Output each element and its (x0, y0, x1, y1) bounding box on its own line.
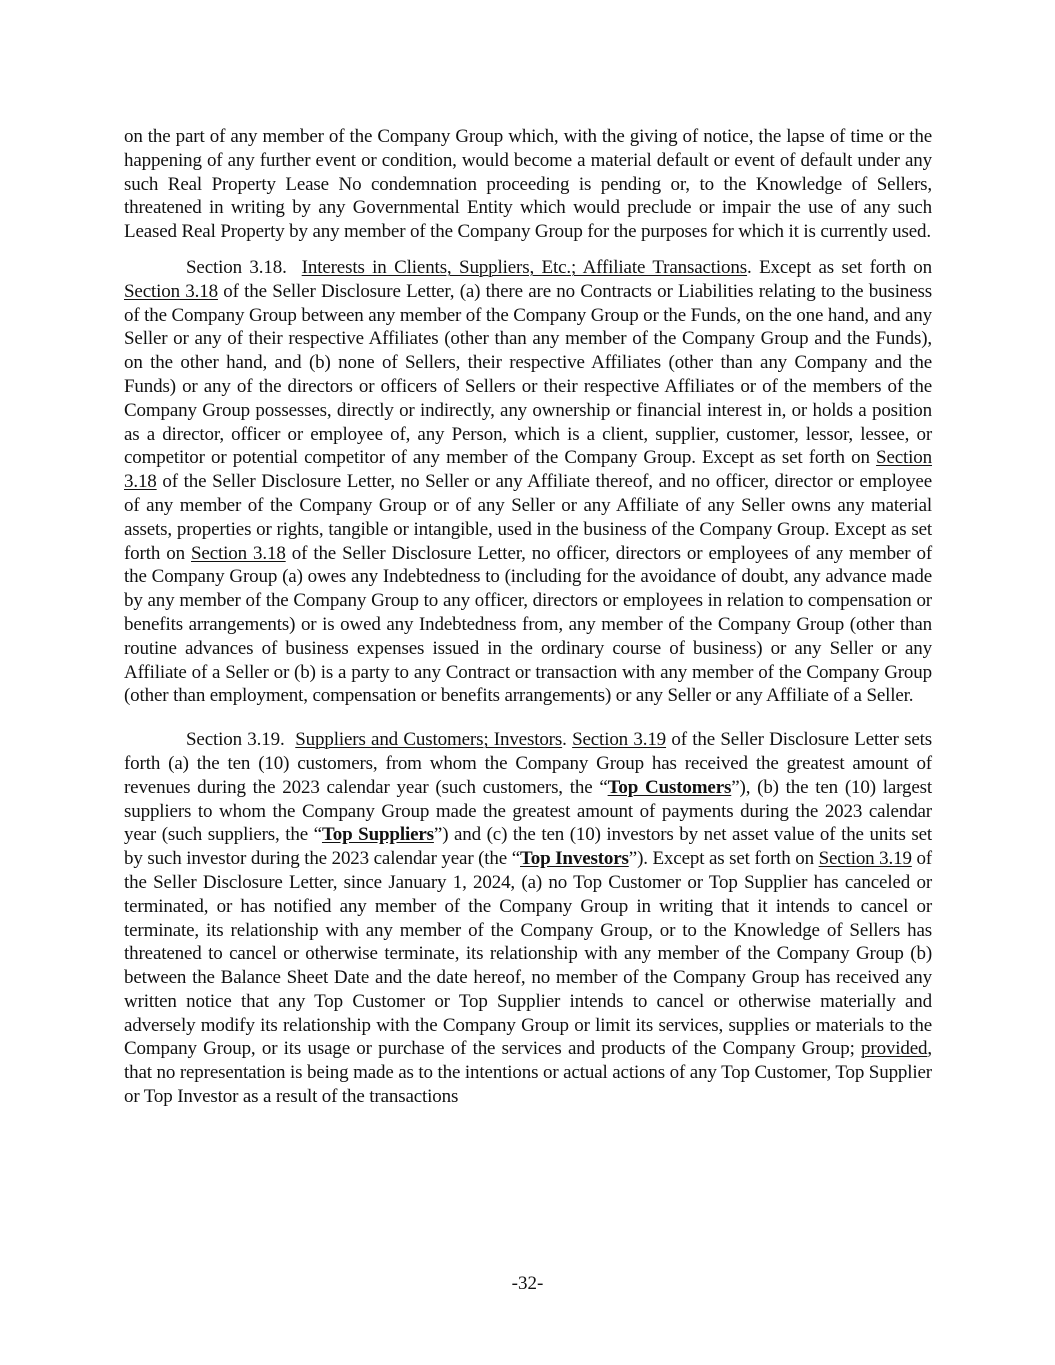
body-text: . Except as set forth on (747, 256, 932, 278)
body-text: , that no representation is being made as to the intentions or actual actions of any Top Customer, Top Supplier or Top Investor as a result of the transactions (124, 1038, 932, 1108)
section-3-18-paragraph (124, 256, 932, 708)
section-heading: Suppliers and Customers; Investors (295, 729, 563, 751)
section-heading: Interests in Clients, Suppliers, Etc.; Affiliate Transactions (301, 256, 748, 278)
defined-term: Top Customers (607, 776, 732, 798)
section-number: Section 3.18. (186, 256, 287, 278)
section-3-19-paragraph (124, 728, 932, 1109)
body-text: of the Seller Disclosure Letter, no officer, directors or employees of any member of the Company Group (a) owes any Indebtedness to (including for the avoidance of doubt, any advance made by any member of the Company Group to any officer, directors or employees in relation to compensation or benefits arrangements) or is owed any Indebtedness from, any member of the Company Group (other than routine advances of business expenses issued in the ordinary course of business) or any Seller or any Affiliate of a Seller or (b) is a party to any Contract or transaction with any member of the Company Group (other than employment, compensation or benefits arrangements) or any Seller or any Affiliate of a Seller. (124, 542, 932, 707)
intro-paragraph (124, 125, 932, 244)
section-reference: Section 3.19 (818, 848, 912, 870)
body-text: ”) and (c) the ten (10) investors by net asset value of the units set by such investor during the 2023 calendar year (the “ (124, 824, 932, 870)
section-reference: Section 3.18 (191, 542, 286, 564)
defined-term: Top Suppliers (321, 824, 434, 846)
page-number: -32- (511, 1273, 544, 1294)
body-text: . (562, 729, 573, 751)
body-text: of the Seller Disclosure Letter sets forth (a) the ten (10) customers, from whom the Company Group has received the greatest amount of revenues during the 2023 calendar year (such customers, the “ (124, 729, 932, 798)
intro-text: on the part of any member of the Company Group which, with the giving of notice, the lapse of time or the happening of any further event or condition, would become a material default or event of default under any such Real Property Lease No condemnation proceeding is pending or, to the Knowledge of Sellers, threatened in writing by any Governmental Entity which would preclude or impair the use of any such Leased Real Property by any member of the Company Group for the purposes for which it is currently used. (124, 126, 932, 243)
body-text: of the Seller Disclosure Letter, since January 1, 2024, (a) no Top Customer or Top Supplier has canceled or terminated, or has notified any member of the Company Group in writing that it intends to cancel or terminate, its relationship with any member of the Company Group, or to the Knowledge of Sellers has threatened to cancel or otherwise terminate, its relationship with any member of the Company Group (b) between the Balance Sheet Date and the date hereof, no member of the Company Group has received any written notice that any Top Customer or Top Supplier intends to cancel or otherwise materially and adversely modify its relationship with the Company Group or limit its services, supplies or materials to the Company Group, or its usage or purchase of the services and products of the Company Group; (124, 848, 932, 1060)
proviso-term: provided (861, 1038, 928, 1060)
body-text: of the Seller Disclosure Letter, no Seller or any Affiliate thereof, and no officer, director or employee of any member of the Company Group or of any Seller or any Affiliate of any Seller owns any material assets, properties or rights, tangible or intangible, used in the business of the Company Group. Except as set forth on (124, 471, 932, 564)
section-reference: Section 3.19 (572, 729, 667, 751)
body-text: ”). Except as set forth on (628, 848, 819, 870)
section-reference: Section 3.18 (124, 280, 218, 302)
body-text: ”), (b) the ten (10) largest suppliers to whom the Company Group made the greatest amount of payments during the 2023 calendar year (such suppliers, the “ (124, 776, 932, 846)
section-number: Section 3.19. (186, 729, 285, 751)
defined-term: Top Investors (520, 848, 629, 870)
section-reference: Section 3.18 (124, 447, 932, 493)
body-text: of the Seller Disclosure Letter, (a) there are no Contracts or Liabilities relating to the business of the Company Group between any member of the Company Group or the Funds, on the one hand, and any Seller or any of their respective Affiliates (other than any member of the Company Group and the Funds), on the other hand, and (b) none of Sellers, their respective Affiliates (other than any Company and the Funds) or any of the directors or officers of Sellers or their respective Affiliates or of the members of the Company Group possesses, directly or indirectly, any ownership or financial interest in, or holds a position as a director, officer or employee of, any Person, which is a client, supplier, customer, lessor, lessee, or competitor or potential competitor of any member of the Company Group. Except as set forth on (124, 280, 932, 469)
document-page (124, 125, 932, 1121)
